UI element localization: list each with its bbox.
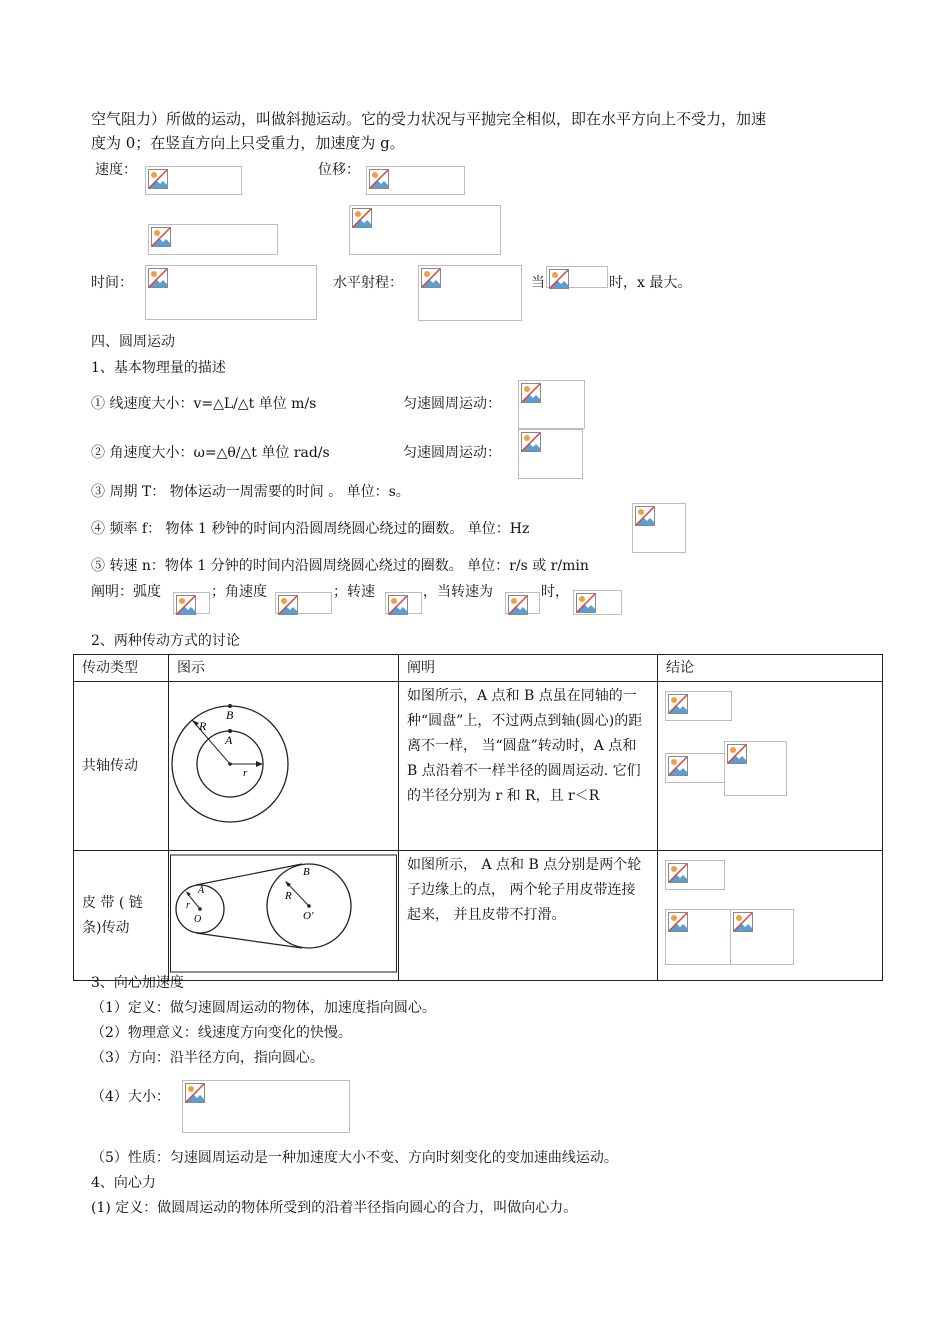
header-conclusion: 结论 xyxy=(658,655,883,682)
label-B2: B xyxy=(303,866,310,878)
row2-type: 皮 带 ( 链 条)传动 xyxy=(74,851,169,981)
label-O: O xyxy=(194,914,202,925)
formula-image xyxy=(366,166,465,195)
row2-conclusion xyxy=(658,851,883,981)
section4-sub2: 2、两种传动方式的讨论 xyxy=(91,633,240,649)
header-explain: 阐明 xyxy=(399,655,658,682)
broken-image-icon xyxy=(176,595,196,615)
broken-image-icon xyxy=(148,268,168,288)
section3-property: （5）性质：匀速圆周运动是一种加速度大小不变、方向时刻变化的变加速曲线运动。 xyxy=(91,1150,618,1166)
formula-image xyxy=(665,909,731,965)
item3-period: ③ 周期 T： 物体运动一周需要的时间 。 单位：s。 xyxy=(91,484,410,500)
section4b-title: 4、向心力 xyxy=(91,1175,156,1191)
row1-type: 共轴传动 xyxy=(74,682,169,851)
item2-angular-speed: ② 角速度大小：ω=△θ/△t 单位 rad/s xyxy=(91,445,330,461)
broken-image-icon xyxy=(576,593,596,613)
formula-image xyxy=(573,590,622,615)
formula-image xyxy=(418,265,522,321)
formula-image xyxy=(518,380,585,429)
formula-image xyxy=(148,224,278,255)
broken-image-icon xyxy=(388,595,408,615)
broken-image-icon xyxy=(668,863,688,883)
item1-linear-speed: ① 线速度大小：v=△L/△t 单位 m/s xyxy=(91,396,317,412)
label-A2: A xyxy=(198,885,205,896)
broken-image-icon xyxy=(668,756,688,776)
label-O-prime: O′ xyxy=(303,910,314,922)
formula-image xyxy=(275,592,332,614)
intro-line-1: 空气阻力）所做的运动，叫做斜抛运动。它的受力状况与平抛完全相似，即在水平方向上不受力，加速 xyxy=(91,110,767,128)
section3-title: 3、向心加速度 xyxy=(91,975,184,991)
item1-uniform-label: 匀速圆周运动： xyxy=(403,396,501,412)
broken-image-icon xyxy=(278,595,298,615)
formula-image xyxy=(724,741,787,796)
section3-direction: （3）方向：沿半径方向，指向圆心。 xyxy=(91,1050,324,1066)
broken-image-icon xyxy=(733,912,753,932)
formula-image xyxy=(665,860,725,890)
label-B: B xyxy=(226,708,234,722)
label-R: R xyxy=(199,719,207,733)
intro-line-2: 度为 0；在竖直方向上只受重力，加速度为 g。 xyxy=(91,134,405,152)
item5-rotation-speed: ⑤ 转速 n：物体 1 分钟的时间内沿圆周绕圆心绕过的圈数。 单位：r/s 或 r/min xyxy=(91,558,589,574)
formula-image xyxy=(349,205,501,255)
header-type: 传动类型 xyxy=(74,655,169,682)
row2-explain: 如图所示， A 点和 B 点分别是两个轮子边缘上的点， 两个轮子用皮带连接起来， 并且皮带不打滑。 xyxy=(399,851,658,981)
when-label: 当 xyxy=(531,275,545,291)
row1-explain: 如图所示，A 点和 B 点虽在同轴的一种“圆盘”上，不过两点到轴(圆心)的距离不一样， 当“圆盘”转动时，A 点和 B 点沿着不一样半径的圆周运动. 它们的半径分别为 r 和 R，且 r＜R xyxy=(399,682,658,851)
row1-figure xyxy=(169,682,399,851)
explain-rotation: ；转速 xyxy=(333,584,375,600)
section3-definition: （1）定义：做匀速圆周运动的物体，加速度指向圆心。 xyxy=(91,1000,436,1016)
label-R2: R xyxy=(285,890,292,902)
formula-image xyxy=(145,265,317,320)
explain-radian: 阐明：弧度 xyxy=(91,584,161,600)
explain-then: 时， xyxy=(541,584,569,600)
broken-image-icon xyxy=(352,208,372,228)
broken-image-icon xyxy=(151,227,171,247)
broken-image-icon xyxy=(421,268,441,288)
formula-image xyxy=(385,592,422,614)
formula-image xyxy=(730,909,794,965)
range-label: 水平射程： xyxy=(333,275,403,291)
section4-sub1: 1、基本物理量的描述 xyxy=(91,360,226,376)
broken-image-icon xyxy=(549,269,569,289)
row2-figure xyxy=(169,851,399,981)
xmax-label: 时，x 最大。 xyxy=(609,275,692,291)
speed-label: 速度： xyxy=(95,162,137,178)
label-r: r xyxy=(243,767,248,779)
broken-image-icon xyxy=(521,383,541,403)
formula-image xyxy=(546,266,608,288)
time-label: 时间： xyxy=(91,275,133,291)
broken-image-icon xyxy=(668,912,688,932)
broken-image-icon xyxy=(148,169,168,189)
broken-image-icon xyxy=(508,595,528,615)
label-r2: r xyxy=(186,900,190,911)
row1-conclusion xyxy=(658,682,883,851)
formula-image xyxy=(665,753,725,783)
formula-image xyxy=(518,429,583,479)
section3-meaning: （2）物理意义：线速度方向变化的快慢。 xyxy=(91,1025,352,1041)
formula-image xyxy=(173,592,210,614)
item2-uniform-label: 匀速圆周运动： xyxy=(403,445,501,461)
formula-image xyxy=(632,503,686,553)
broken-image-icon xyxy=(668,694,688,714)
transmission-table xyxy=(73,654,883,981)
explain-angular: ；角速度 xyxy=(211,584,267,600)
broken-image-icon xyxy=(521,432,541,452)
broken-image-icon xyxy=(369,169,389,189)
section4-title: 四、圆周运动 xyxy=(91,334,175,350)
belt-diagram xyxy=(169,851,398,976)
label-A: A xyxy=(225,733,233,747)
explain-when: ，当转速为 xyxy=(423,584,493,600)
formula-image xyxy=(665,691,732,721)
item4-frequency: ④ 频率 f： 物体 1 秒钟的时间内沿圆周绕圆心绕过的圈数。 单位：Hz xyxy=(91,521,530,537)
broken-image-icon xyxy=(185,1083,205,1103)
formula-image xyxy=(505,592,540,614)
displacement-label: 位移： xyxy=(318,162,360,178)
section3-magnitude-label: （4）大小： xyxy=(91,1089,170,1105)
formula-image xyxy=(182,1080,350,1133)
coaxial-diagram xyxy=(169,682,398,846)
formula-image xyxy=(145,166,242,195)
broken-image-icon xyxy=(727,744,747,764)
header-figure: 图示 xyxy=(169,655,399,682)
broken-image-icon xyxy=(635,506,655,526)
section4b-definition: (1) 定义：做圆周运动的物体所受到的沿着半径指向圆心的合力，叫做向心力。 xyxy=(91,1200,578,1216)
